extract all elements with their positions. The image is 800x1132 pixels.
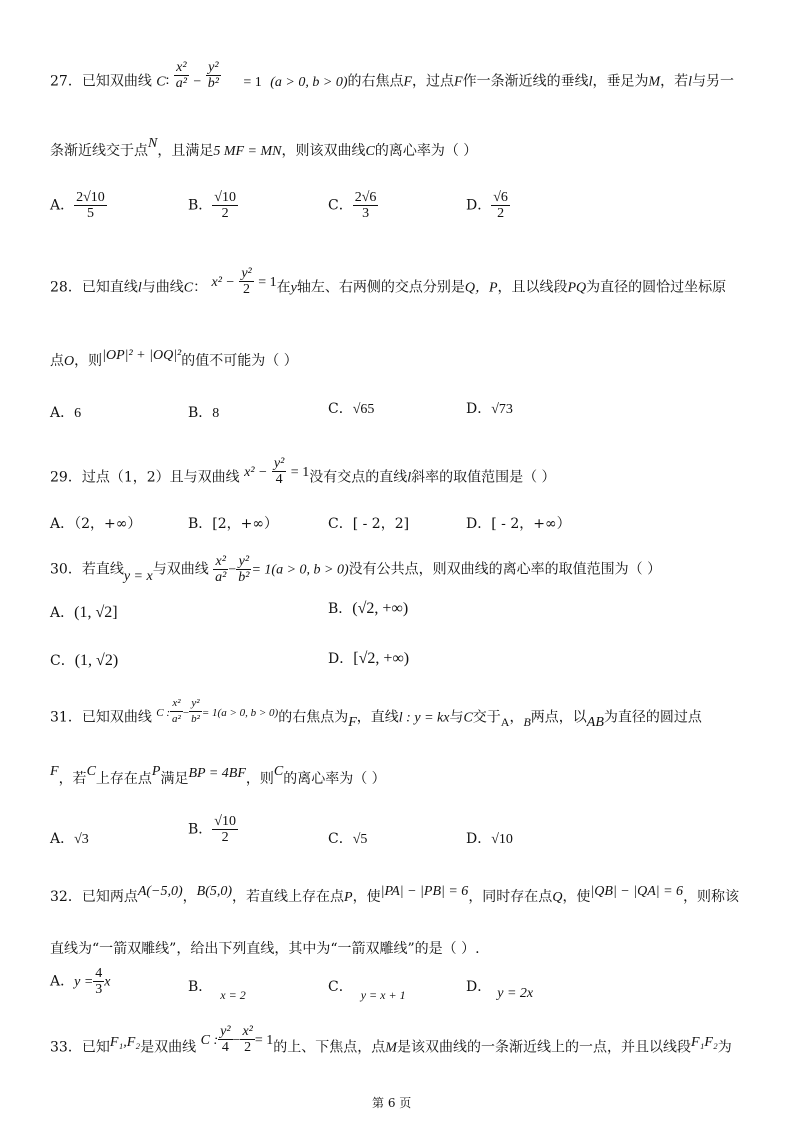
- q28-line1: 28．已知直线l与曲线C： x² − $\frac{\text{y²}}{2}$ = 1在y轴左、右两侧的交点分别是Q，P，且以线段PQ为直径的圆恰过坐标原: [50, 266, 727, 297]
- q29-option-d: D．[ - 2，+∞）: [466, 516, 571, 532]
- q31-option-b: B． $\frac{√10}{2}$: [188, 814, 236, 845]
- q30-option-b: B．(√2, +∞): [328, 600, 409, 617]
- q32-option-a: A．y = $\frac{4}{3}$ x: [50, 966, 111, 997]
- q29-line1: 29．过点（1，2）且与双曲线 x² − $\frac{\text{y²}}{4}$ = 1没有交点的直线l斜率的取值范围是（ ）: [50, 456, 556, 487]
- q28-line2: 点O，则|OP|² + |OQ|²的值不可能为（ ）: [50, 348, 298, 369]
- q27-line1: 27．已知双曲线 C∶ $\frac{\text{x²}}{\text{a²}}$ − $\frac{\text{y²}}{\text{b²}}$ = 1 (a > 0, b > 0)的右焦点F，过点F作一条渐近线的垂线l，垂足为M，若l与另一: [50, 60, 735, 91]
- q30-line1: 30．若直线y = x与双曲线 $\frac{\text{x²}}{\text{a²}}$ − $\frac{\text{y²}}{\text{b²}}$ = 1(a > 0, b > 0)没有公共点，则双曲线的离心率的取值范围为（ ）: [50, 554, 662, 585]
- q32-option-b: B． x = 2: [188, 979, 246, 1002]
- q28-option-c: C．√65: [328, 401, 375, 417]
- q29-option-c: C．[ - 2，2]: [328, 516, 410, 532]
- q32-line2: 直线为“一箭双雕线”，给出下列直线，其中为“一箭双雕线”的是（ ）.: [50, 941, 480, 957]
- q27-option-b: B． $\frac{√10}{2}$: [188, 190, 236, 221]
- q27-line2: 条渐近线交于点N，且满足5 MF = MN，则该双曲线C的离心率为（ ）: [50, 136, 478, 159]
- q32-line1: 32．已知两点A(−5,0)，B(5,0)，若直线上存在点P，使|PA| − |PB| = 6，同时存在点Q，使|QB| − |QA| = 6，则称该: [50, 884, 740, 905]
- q27-option-a: A． $\frac{2√10}{5}$: [50, 190, 105, 221]
- q31-option-a: A．√3: [50, 831, 89, 847]
- q31-line1: 31．已知双曲线 $^{C :}$ $\frac{\text{x²}}{\text{a²}}$ − $\frac{\text{y²}}{\text{b²}}$ $^{= 1(a > 0, b > 0)}$的右焦点为F，直线l : y = kx与C交于A，B两点，以AB为直径的圆过点: [50, 697, 702, 730]
- q29-option-a: A．（2，+∞）: [50, 516, 142, 532]
- q28-option-b: B．8: [188, 405, 220, 421]
- q27-frac-x2a2: $\frac{\text{x²}}{\text{a²}}$: [175, 60, 187, 91]
- q27-option-d: D． $\frac{√6}{2}$: [466, 190, 508, 221]
- q30-option-a: A．(1, √2]: [50, 604, 118, 621]
- page-number: 第 6 页: [372, 1096, 412, 1110]
- q32-option-d: D． y = 2x: [466, 979, 534, 1001]
- q27-frac-y2b2: $\frac{\text{y²}}{\text{b²}}$: [207, 60, 219, 91]
- q31-line2: F，若C上存在点P满足BP = 4BF，则C的离心率为（ ）: [50, 764, 386, 787]
- q28-option-d: D．√73: [466, 401, 513, 417]
- q31-option-d: D．√10: [466, 831, 513, 847]
- q27-vector-eq: 5 MF = MN: [213, 144, 282, 159]
- q31-option-c: C．√5: [328, 831, 368, 847]
- q29-option-b: B．[2，+∞）: [188, 516, 279, 532]
- q30-option-c: C．(1, √2): [50, 652, 119, 669]
- q30-option-d: D．[√2, +∞): [328, 650, 410, 667]
- q27-option-c: C． $\frac{2√6}{3}$: [328, 190, 377, 221]
- q32-option-c: C． y = x + 1: [328, 979, 406, 1002]
- q28-option-a: A．6: [50, 405, 82, 421]
- q33-line1: 33．已知F₁,F₂是双曲线 C : $\frac{\text{y²}}{4}$ − $\frac{\text{x²}}{2}$ = 1的上、下焦点，点M是该双曲线的一条渐近线上的一点，并且以线段F₁F₂为: [50, 1024, 732, 1056]
